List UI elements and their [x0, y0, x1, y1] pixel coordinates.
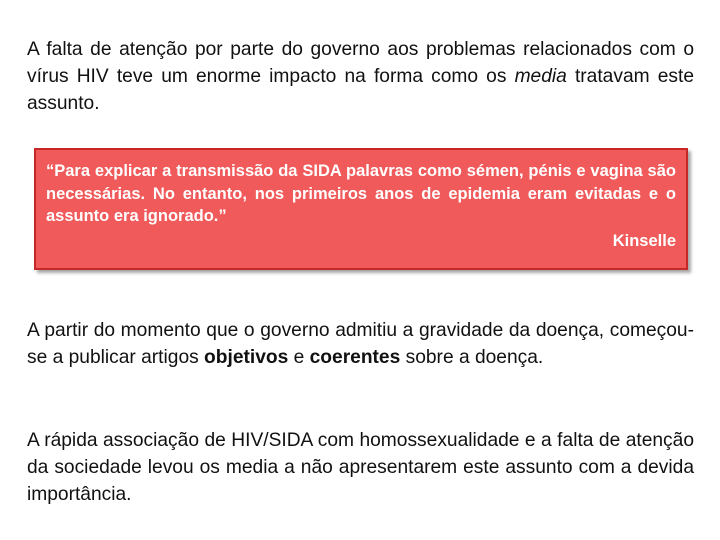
- second-text-part2: e: [288, 347, 310, 368]
- quote-author: Kinselle: [612, 231, 676, 250]
- second-text-part3: sobre a doença.: [400, 347, 544, 368]
- second-text-part1: A partir do momento que o governo admitiu a gravidade da doença, começou-se a publicar artigos: [27, 320, 694, 368]
- second-paragraph: [27, 317, 694, 371]
- quote-box: [34, 148, 688, 270]
- third-paragraph: A rápida associação de HIV/SIDA com homossexualidade e a falta de atenção da sociedade levou os media a não apresentarem este assunto com a devida importância.: [27, 430, 694, 505]
- intro-paragraph: [27, 36, 694, 117]
- intro-text-italic: media: [514, 66, 567, 87]
- quote-text: “Para explicar a transmissão da SIDA palavras como sémen, pénis e vagina são necessárias. No entanto, nos primeiros anos de epidemia eram evitadas e o assunto era ignorado.”: [46, 162, 676, 225]
- second-text-bold2: coerentes: [309, 347, 401, 368]
- intro-text-after: tratavam este assunto.: [27, 66, 694, 114]
- second-text-bold1: objetivos: [204, 347, 289, 368]
- intro-text-before: A falta de atenção por parte do governo aos problemas relacionados com o vírus HIV teve um enorme impacto na forma como os: [27, 39, 694, 87]
